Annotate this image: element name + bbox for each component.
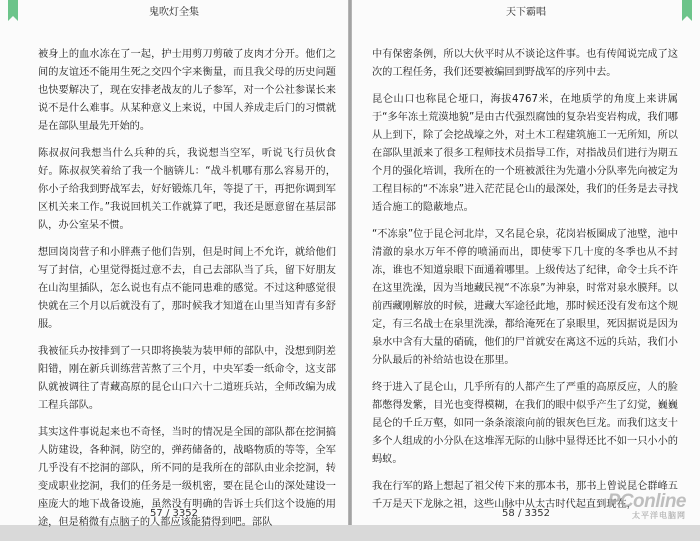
- watermark-logo: [608, 491, 686, 521]
- left-page-title: 鬼吹灯全集: [149, 7, 199, 18]
- left-page[interactable]: [0, 0, 348, 528]
- paragraph: 昆仑山口也称昆仑垭口，海拔4767米，在地质学的角度上来讲属于“多年冻土荒漠地貌”是由古代强烈腐蚀的复杂岩变岩构成，我们哪从上到下，除了会挖战壕之外，对土木工程建筑施工一无所知，所以在部队里派来了很多工程师技术员指导工作，对指战员们进行为期五个月的强化培训，我所在的一个班被派往为先遣小分队率先向被定为工程目标的“不冻泉”进入茫茫昆仑山的最深处，我们的任务是去寻找适合施工的隐蔽地点。: [372, 94, 678, 213]
- paragraph: 我在行军的路上想起了祖父传下来的那本书，那书上曾说昆仑群峰五千万是天下龙脉之祖，这些山脉中从太古时代起直到现在，: [372, 481, 678, 510]
- paragraph: 想回岗岗营子和小胖燕子他们告别，但是时间上不允许，就给他们写了封信，心里觉得挺过意不去，自己去部队当了兵，留下好朋友在山沟里插队，怎么说也有点不能同患难的感觉。不过这种感觉很快就在三个月以后就没有了，那时候我才知道在山里当知青有多舒服。: [38, 247, 336, 330]
- right-page-number: 58 / 3352: [502, 508, 550, 519]
- paragraph: 终于进入了昆仑山，几乎所有的人都产生了严重的高原反应，人的脸都憋得发紫，目光也变得模糊，在我们的眼中似乎产生了幻觉，巍巍昆仑的千丘万壑，如同一条条滚滚向前的银灰色巨龙。而我们这支十多个人组成的小分队在这堆浑无际的山脉中显得还比不如一只小小的蚂蚁。: [372, 382, 678, 465]
- left-page-number: 57 / 3352: [150, 508, 198, 519]
- right-page-title: 天下霸唱: [506, 7, 546, 18]
- left-page-content: [38, 46, 336, 541]
- watermark-brand: PConline: [607, 491, 686, 512]
- paragraph: 陈叔叔问我想当什么兵种的兵，我说想当空军，听说飞行员伙食好。陈叔叔笑着给了我一个脑锛儿：“战斗机哪有那么容易开的，你小子给我到野战军去，好好锻炼几年，等提了干，再把你调到军区机关来工作。”我说回机关工作就算了吧，我还是愿意留在基层部队，办公室呆不惯。: [38, 148, 336, 231]
- paragraph: 我被征兵办按排到了一只即将换装为装甲师的部队中，没想到阴差阳错，刚在新兵训练营苦熬了三个月，中央军委一纸命令，这支部队就被调往了青藏高原的昆仑山口六十二道班兵站，全师改编为成工程兵部队。: [38, 346, 336, 411]
- watermark-subtitle: 太平洋电脑网: [632, 511, 686, 520]
- paragraph: “不冻泉”位于昆仑河北岸，又名昆仑泉，花岗岩板圈成了池壁，池中清澈的泉水万年不停的喷涌而出，即使零下几十度的冬季也从不封冻，谁也不知道泉眼下面通着哪里。上级传达了纪律，命令士兵不许在这里洗澡，因为当地藏民视“不冻泉”为神泉，时常对泉水膜拜。以前西藏刚解放的时候，进藏大军途径此地，那时候还没有发布这个规定，有三名战士在泉里洗澡，都给淹死在了泉眼里，死因据说是因为泉水中含有大量的硝硫，他们的尸首就安在离这不远的兵站，我们小分队最后的补给站也设在那里。: [372, 229, 678, 366]
- right-page[interactable]: [352, 0, 700, 525]
- paragraph: 被身上的血水冻在了一起，护士用剪刀剪破了皮肉才分开。他们之间的友谊还不能用生死之交四个字来衡量，而且我父母的历史问题也快要解决了，现在安排老战友的儿子参军，对一个公社参谋长来说不是什么难事。从某种意义上来说，中国人养成走后门的习惯就是在部队里最先开始的。: [38, 49, 336, 132]
- paragraph: 中有保密条例，所以大伙平时从不谈论这件事。也有传闻说完成了这次的工程任务，我们还要被编回到野战军的序列中去。: [372, 49, 678, 78]
- paragraph: 其实这件事说起来也不奇怪，当时的情况是全国的部队都在挖洞搞人防建设，各种洞，防空的，弹药储备的，战略物质的等等，全军几乎没有不挖洞的部队，所不同的是我所在的部队由业余挖洞，转变成职业挖洞，我们的任务是一级机密，要在昆仑山的深处建设一座庞大的地下战备设施，虽然没有明确的告诉士兵们这个设施的用途，但是稍微有点脑子的人都应该能猜得到吧。部队: [38, 427, 336, 528]
- right-page-content: [372, 46, 678, 523]
